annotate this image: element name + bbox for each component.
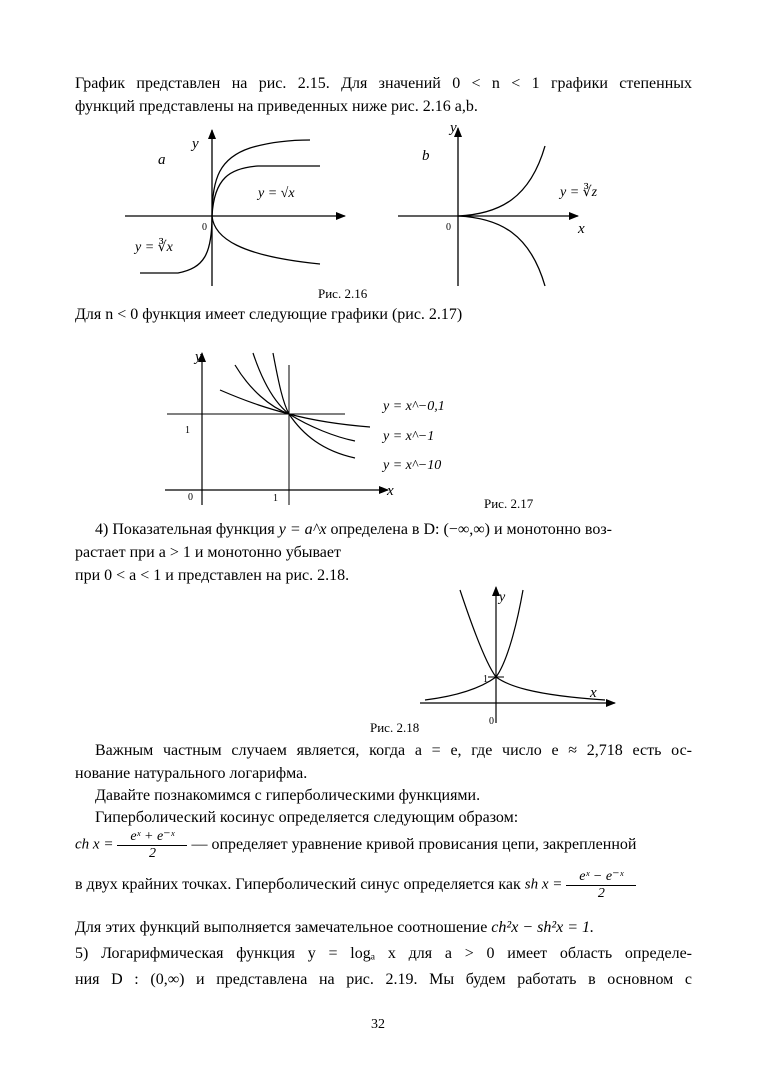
- text-log-2: ния D : (0,∞) и представлена на рис. 2.19. Мы будем работать в основном с: [75, 971, 692, 988]
- y-axis-label: y: [450, 120, 457, 136]
- origin-label: 0: [489, 716, 494, 727]
- figure-2-16-panel-a: [125, 130, 345, 286]
- origin-label: 0: [202, 222, 207, 233]
- sh-formula-line: [75, 868, 692, 912]
- curve-steep-left: [273, 353, 289, 414]
- text-hyperbolic-cosine: Гиперболический косинус определяется следующим образом:: [95, 809, 519, 826]
- figure-2-18: [405, 585, 625, 735]
- y-axis-label: y: [192, 136, 199, 152]
- relation-text: Для этих функций выполняется замечательное соотношение: [75, 919, 488, 936]
- page-number: 32: [371, 1017, 385, 1032]
- ch-fraction: [117, 828, 187, 862]
- p4-text-b: определена в D: (−∞,∞) и монотонно воз-: [330, 521, 612, 538]
- x-axis-label: x: [387, 483, 394, 499]
- p4-text-a: 4) Показательная функция: [95, 521, 275, 538]
- text-p4-line-1: [95, 520, 692, 540]
- y-axis-label: y: [195, 349, 202, 365]
- curve-lower-branch: [212, 216, 320, 264]
- figure-2-16-panel-b: [398, 120, 598, 286]
- curve-a-lt-1: [460, 590, 605, 700]
- text-important-1: Важным частным случаем является, когда a = e, где число e ≈ 2,718 есть ос-: [95, 742, 692, 759]
- sh-fraction: [566, 868, 636, 902]
- text-p4-line-3: при 0 < a < 1 и представлен на рис. 2.18.: [75, 567, 350, 584]
- sh-denominator: 2: [597, 886, 605, 901]
- ch-formula-line: [75, 828, 692, 872]
- text-line-2: функций представлены на приведенных ниже рис. 2.16 a,b.: [75, 98, 478, 115]
- text-hyperbolic-intro: Давайте познакомимся с гиперболическими функциями.: [95, 787, 481, 804]
- figure-2-17: [155, 345, 465, 510]
- relation-line: [75, 918, 692, 938]
- sh-description: в двух крайних точках. Гиперболический синус определяется как: [75, 876, 521, 893]
- tick-one-y: 1: [185, 425, 190, 436]
- ch-description: — определяет уравнение кривой провисания цепи, закрепленной: [191, 836, 637, 853]
- label-cbrt-x: y = ∛x: [135, 240, 173, 255]
- label-sqrt: y = √x: [258, 186, 295, 201]
- label-x-pow-minus-0-1: y = x^−0,1: [383, 399, 445, 414]
- figure-2-16-caption: Рис. 2.16: [318, 286, 368, 301]
- x-axis-label: x: [590, 685, 597, 701]
- sh-lhs: sh x =: [524, 876, 563, 893]
- tick-one-x: 1: [273, 493, 278, 504]
- label-b: b: [422, 148, 430, 164]
- figure-2-18-caption: Рис. 2.18: [370, 720, 420, 735]
- curve-cbrt-z-lower: [458, 216, 545, 286]
- curve-cbrt-z-upper: [458, 146, 545, 216]
- x-axis-label: x: [578, 221, 585, 237]
- ch-denominator: 2: [148, 846, 156, 861]
- label-x-pow-minus-1: y = x^−1: [383, 429, 435, 444]
- tick-one-label: 1: [483, 674, 488, 685]
- ch-lhs: ch x =: [75, 836, 114, 853]
- text-important-2: нование натурального логарифма.: [75, 765, 308, 782]
- figure-2-17-caption: Рис. 2.17: [484, 496, 534, 511]
- text-p4-line-2: растает при a > 1 и монотонно убывает: [75, 544, 341, 561]
- text-line-1: График представлен на рис. 2.15. Для значений 0 < n < 1 графики степенных: [75, 75, 692, 92]
- origin-label: 0: [446, 222, 451, 233]
- text-log-1: 5) Логарифмическая функция y = logₐ x для a > 0 имеет область определе-: [75, 945, 692, 962]
- p4-formula: y = a^x: [278, 521, 327, 538]
- y-axis-label: y: [499, 590, 506, 605]
- ch-numerator: eˣ + e⁻ˣ: [117, 828, 187, 846]
- relation-formula: ch²x − sh²x = 1.: [491, 919, 595, 936]
- sh-numerator: eˣ − e⁻ˣ: [566, 868, 636, 886]
- curve-x-pow-minus-10: [253, 353, 355, 458]
- text-line-3: Для n < 0 функция имеет следующие графики (рис. 2.17): [75, 306, 463, 323]
- origin-label: 0: [188, 492, 193, 503]
- label-a: a: [158, 152, 166, 168]
- label-x-pow-minus-10: y = x^−10: [383, 458, 442, 473]
- figure-2-16: [100, 118, 598, 303]
- label-cbrt-z: y = ∛z: [560, 185, 598, 200]
- curve-cbrt-upper: [212, 140, 310, 216]
